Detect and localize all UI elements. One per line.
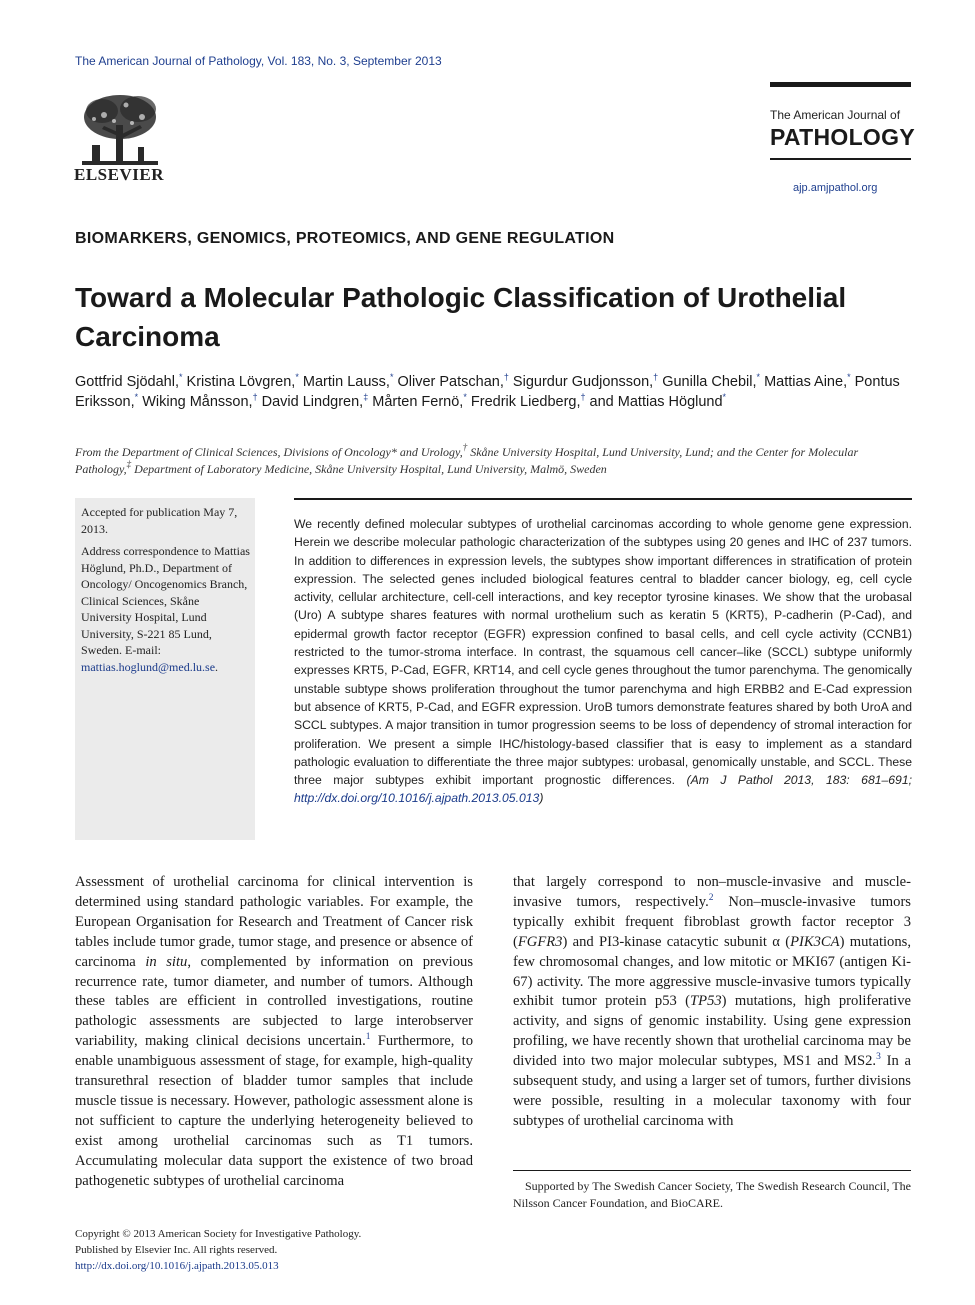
author-name: Oliver Patschan, (397, 374, 504, 390)
author-affiliation-mark: * (134, 392, 139, 402)
copyright-line: Copyright © 2013 American Society for Investigative Pathology. (75, 1228, 362, 1240)
author-affiliation-mark: * (389, 372, 394, 382)
brand-rule-top (770, 82, 911, 87)
author-affiliation-mark: * (847, 372, 851, 382)
copyright-doi-link[interactable]: http://dx.doi.org/10.1016/j.ajpath.2013.05.013 (75, 1260, 279, 1272)
correspondence-address (81, 543, 250, 675)
author-affiliation-mark: * (295, 372, 299, 382)
body-left-em-in-situ: in situ (145, 953, 188, 970)
author-name: Mårten Fernö, (372, 394, 464, 410)
author-affiliation-mark: † (580, 392, 586, 402)
affiliation-mark-2: ‡ (126, 459, 132, 469)
body-right-text-4: ) mutations, few chromosomal changes, and low mitotic or MKI67 (antigen Ki-67) activity. The more aggressive muscle-invasive tumors typically exhibit tumor protein p53 ( (513, 933, 911, 1010)
body-right-text-5: ) mutations, high proliferative activity, and signs of genomic instability. Using gene expression profiling, we have recently shown that urothelial carcinoma may be divided into two major molecular subtypes, MS1 and MS2. (513, 993, 911, 1070)
author-affiliation-mark: * (722, 392, 727, 402)
author-list (75, 372, 920, 412)
author-name: Gottfrid Sjödahl, (75, 374, 179, 390)
journal-citation-line: The American Journal of Pathology, Vol. 183, No. 3, September 2013 (75, 54, 442, 68)
body-left-text-3: Furthermore, to enable unambiguous assessment of stage, for example, high-quality transurethral resection of bladder tumor samples that include muscle tissue is necessary. However, pathologic assessment alone is not sufficient to capture the underlying heterogeneity believed to exist among urothelial carcinomas such as T1 tumors. Accumulating molecular data support the existence of two broad pathogenetic subtypes of urothelial carcinoma (75, 1033, 473, 1189)
citation-doi-link[interactable]: http://dx.doi.org/10.1016/j.ajpath.2013.05.013 (294, 791, 540, 806)
body-left-text-1: Assessment of urothelial carcinoma for clinical intervention is determined using standard pathologic variables. For example, the European Organisation for Research and Treatment of Cancer risk tables include tumor grade, tumor stage, and presence or absence of carcinoma (75, 874, 473, 970)
author-affiliation-mark: ‡ (363, 392, 369, 402)
footnote-rule (513, 1170, 911, 1171)
author-name: Mattias Aine, (764, 374, 848, 390)
article-info-sidebar (75, 498, 255, 840)
journal-brand-small: The American Journal of (770, 108, 901, 122)
affiliation (75, 444, 915, 478)
correspondence-email-link[interactable]: mattias.hoglund@med.lu.se (81, 659, 216, 674)
citation-open: (Am J Pathol 2013, 183: 681–691; (686, 773, 912, 788)
correspondence-text: Address correspondence to Mattias Höglund, Ph.D., Department of Oncology/ Oncogenomics Branch, Clinical Sciences, Skåne University Hospital, Lund University, S-221 85 Lund, Sweden. E-mail: (81, 544, 250, 657)
author-affiliation-mark: * (178, 372, 183, 382)
funding-footnote: Supported by The Swedish Cancer Society, The Swedish Research Council, The Nilsson Cancer Foundation, and BioCARE. (513, 1179, 911, 1210)
reference-2-link[interactable]: 2 (708, 892, 714, 903)
author-name: Martin Lauss, (302, 374, 390, 390)
section-label: BIOMARKERS, GENOMICS, PROTEOMICS, AND GENE REGULATION (75, 230, 615, 247)
article-title: Toward a Molecular Pathologic Classification of Urothelial Carcinoma (75, 282, 847, 352)
author-name: Gunilla Chebil, (662, 374, 757, 390)
author-name: and Mattias Höglund (589, 394, 723, 410)
gene-fgfr3: FGFR3 (517, 933, 563, 950)
body-column-right (513, 873, 911, 1132)
publisher-line: Published by Elsevier Inc. All rights reserved. (75, 1244, 278, 1256)
abstract (294, 515, 912, 808)
body-right-text-1: that largely correspond to non–muscle-invasive and muscle-invasive tumors, respectively. (513, 874, 911, 910)
affiliation-part-2: Skåne University Hospital, Lund University, Lund; and the Center for Molecular Pathology, (75, 445, 859, 476)
journal-brand-title: PATHOLOGY (770, 124, 915, 150)
journal-website-link[interactable]: ajp.amjpathol.org (793, 182, 878, 194)
author-name: Fredrik Liedberg, (470, 394, 581, 410)
abstract-rule (294, 498, 912, 500)
author-name: Sigurdur Gudjonsson, (512, 374, 654, 390)
affiliation-part-3: Department of Laboratory Medicine, Skåne University Hospital, Lund University, Malmö, Sweden (131, 462, 607, 476)
copyright-block (75, 1226, 475, 1274)
reference-1-link[interactable]: 1 (365, 1032, 371, 1043)
body-left-text-2: , complemented by information on previous recurrence rate, tumor diameter, and number of tumors. Although these tables are efficient in controlled investigations, routine pathologic assessments are subjected to large interobserver variability, making clinical decisions uncertain. (75, 953, 473, 1050)
citation-close: ) (539, 791, 544, 806)
gene-pik3ca: PIK3CA (790, 933, 840, 950)
author-name: Wiking Månsson, (142, 394, 253, 410)
author-name: Kristina Lövgren, (186, 374, 296, 390)
author-affiliation-mark: * (463, 392, 467, 402)
body-right-text-3: ) and PI3-kinase catacytic subunit α ( (562, 933, 791, 950)
affiliation-mark-1: † (462, 442, 468, 452)
affiliation-part-1: From the Department of Clinical Sciences, Divisions of Oncology* and Urology, (75, 445, 463, 459)
author-affiliation-mark: * (756, 372, 761, 382)
author-affiliation-mark: † (252, 392, 258, 402)
elsevier-wordmark: ELSEVIER (74, 165, 164, 184)
author-affiliation-mark: † (503, 372, 509, 382)
author-name: David Lindgren, (261, 394, 364, 410)
author-affiliation-mark: † (653, 372, 659, 382)
gene-tp53: TP53 (690, 993, 722, 1010)
brand-rule-bottom (770, 158, 911, 160)
body-column-left (75, 873, 473, 1192)
reference-3-link[interactable]: 3 (876, 1052, 881, 1063)
email-period: . (215, 659, 219, 674)
accepted-date: Accepted for publication May 7, 2013. (81, 505, 238, 536)
abstract-text: We recently defined molecular subtypes of urothelial carcinomas according to whole genome gene expression. Herein we describe molecular pathologic characterization of the subtypes using 20 genes and IHC of 237 tumors. In addition to differences in expression levels, the subtypes show important differences in stratification of protein expression. The selected genes included biological features central to bladder cancer biology, eg, cell cycle activity, cellular architecture, cell-cell interactions, and key receptor tyrosine kinases. We show that the urobasal (Uro) A subtype shares features with normal urothelium such as keratin 5 (KRT5), P-cadherin (P-Cad), and epidermal growth factor receptor (EGFR) expression confined to basal cells, and cell cycle activity (CCNB1) restricted to the tumor-stroma interface. In contrast, the squamous cell cancer–like (SCCL) subtype uniformly expresses KRT5, P-Cad, EGFR, KRT14, and cell cycle genes throughout the tumor parenchyma. The genomically unstable subtype shows proliferation throughout the tumor parenchyma and high ERBB2 and E-Cad expression but absence of KRT5, P-Cad, and EGFR expression. UroB tumors demonstrate features shared by both UroA and SCCL subtypes. A major transition in tumor progression seems to be loss of dependency of stromal interaction for proliferation. We present a simple IHC/histology-based classifier that is easy to implement as a standard pathologic evaluation to differentiate the three major subtypes: urobasal, genomically unstable, and SCCL. These three major subtypes exhibit important prognostic differences. (294, 517, 912, 788)
body-right-text-2: Non–muscle-invasive tumors typically exhibit frequent fibroblast growth factor receptor 3 ( (513, 893, 911, 950)
author-name: Pontus Eriksson, (75, 374, 900, 410)
body-right-text-6: In a subsequent study, and using a larger set of tumors, further divisions were possible, resulting in a molecular taxonomy with four subtypes of urothelial carcinoma with (513, 1053, 912, 1129)
